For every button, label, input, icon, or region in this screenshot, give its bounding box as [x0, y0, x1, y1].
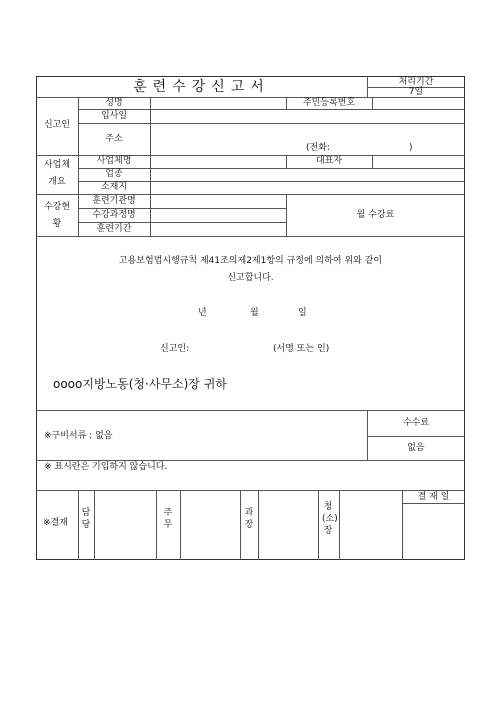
processing-label: 처리기간: [398, 77, 434, 87]
training-section-line2: 황: [52, 219, 62, 229]
training-section-line1: 수강현: [43, 202, 71, 212]
signature-note: (서명 또는 인): [273, 344, 330, 354]
representative-label: 대표자: [315, 156, 343, 166]
statement-line2: 신고합니다.: [227, 273, 274, 283]
training-org-label: 훈련기관명: [92, 196, 136, 206]
phone-close: ): [409, 143, 413, 153]
fee-label: 수수료: [402, 418, 430, 428]
rrn-label: 주민등록번호: [302, 98, 356, 108]
approval-chief-label: 주무: [163, 508, 173, 530]
representative-field[interactable]: [372, 155, 465, 168]
training-org-field[interactable]: [150, 194, 286, 208]
hire-date-field[interactable]: [150, 109, 465, 123]
training-period-label: 훈련기간: [96, 224, 132, 234]
addressee: oooo지방노동(청·사무소)장 귀하: [53, 377, 227, 391]
approval-staff-label: 담당: [81, 508, 91, 530]
approval-staff-box[interactable]: [94, 490, 156, 560]
divider: [318, 490, 319, 560]
name-field[interactable]: [150, 97, 286, 109]
divider: [367, 436, 465, 437]
approval-manager-label: 과장: [244, 508, 254, 530]
name-label: 성명: [105, 98, 123, 108]
form-title: 훈련수강신고서: [133, 79, 270, 95]
approval-director-box[interactable]: [339, 490, 402, 560]
company-field[interactable]: [150, 155, 286, 168]
course-label: 수강과정명: [92, 210, 136, 220]
divider: [36, 410, 465, 411]
phone-label: (전화:: [306, 143, 330, 153]
approval-chief-box[interactable]: [180, 490, 240, 560]
address-label: 주소: [105, 134, 123, 144]
divider: [240, 490, 241, 560]
course-field[interactable]: [150, 208, 286, 222]
workplace-section-line1: 사업체: [43, 160, 71, 170]
location-label: 소재지: [100, 182, 128, 192]
processing-value: 7일: [408, 87, 424, 97]
divider: [36, 460, 465, 461]
divider: [36, 236, 465, 237]
approval-date-field[interactable]: [402, 503, 465, 560]
year-label: 년: [198, 308, 207, 318]
divider: [156, 490, 157, 560]
industry-label: 업종: [105, 169, 123, 179]
month-label: 월: [250, 308, 259, 318]
statement-line1: 고용보험법시행규칙 제41조의제2제1항의 규정에 의하여 위와 같이: [118, 256, 383, 266]
hire-date-label: 입사일: [100, 111, 128, 121]
approval-date-label: 결 재 일: [417, 492, 450, 502]
fee-value: 없음: [407, 443, 425, 453]
approval-director-label: 청(소)장: [322, 502, 338, 536]
company-label: 사업체명: [96, 156, 132, 166]
rrn-field[interactable]: [372, 97, 465, 109]
required-docs: ※구비서류 : 없음: [44, 431, 113, 441]
approval-label: ※결재: [43, 518, 68, 528]
training-period-field[interactable]: [150, 222, 286, 236]
form-note: ※ 표시란은 기입하지 않습니다.: [44, 462, 168, 472]
reporter-section-label: 신고인: [43, 120, 71, 130]
monthly-fee-label: 월 수강료: [356, 210, 395, 220]
address-field[interactable]: [150, 123, 465, 143]
divider: [78, 490, 79, 560]
industry-field[interactable]: [150, 168, 465, 181]
reporter-sign-label: 신고인:: [160, 344, 190, 354]
workplace-section-line2: 개요: [48, 177, 66, 187]
location-field[interactable]: [150, 181, 465, 194]
approval-manager-box[interactable]: [258, 490, 318, 560]
day-label: 일: [298, 308, 307, 318]
